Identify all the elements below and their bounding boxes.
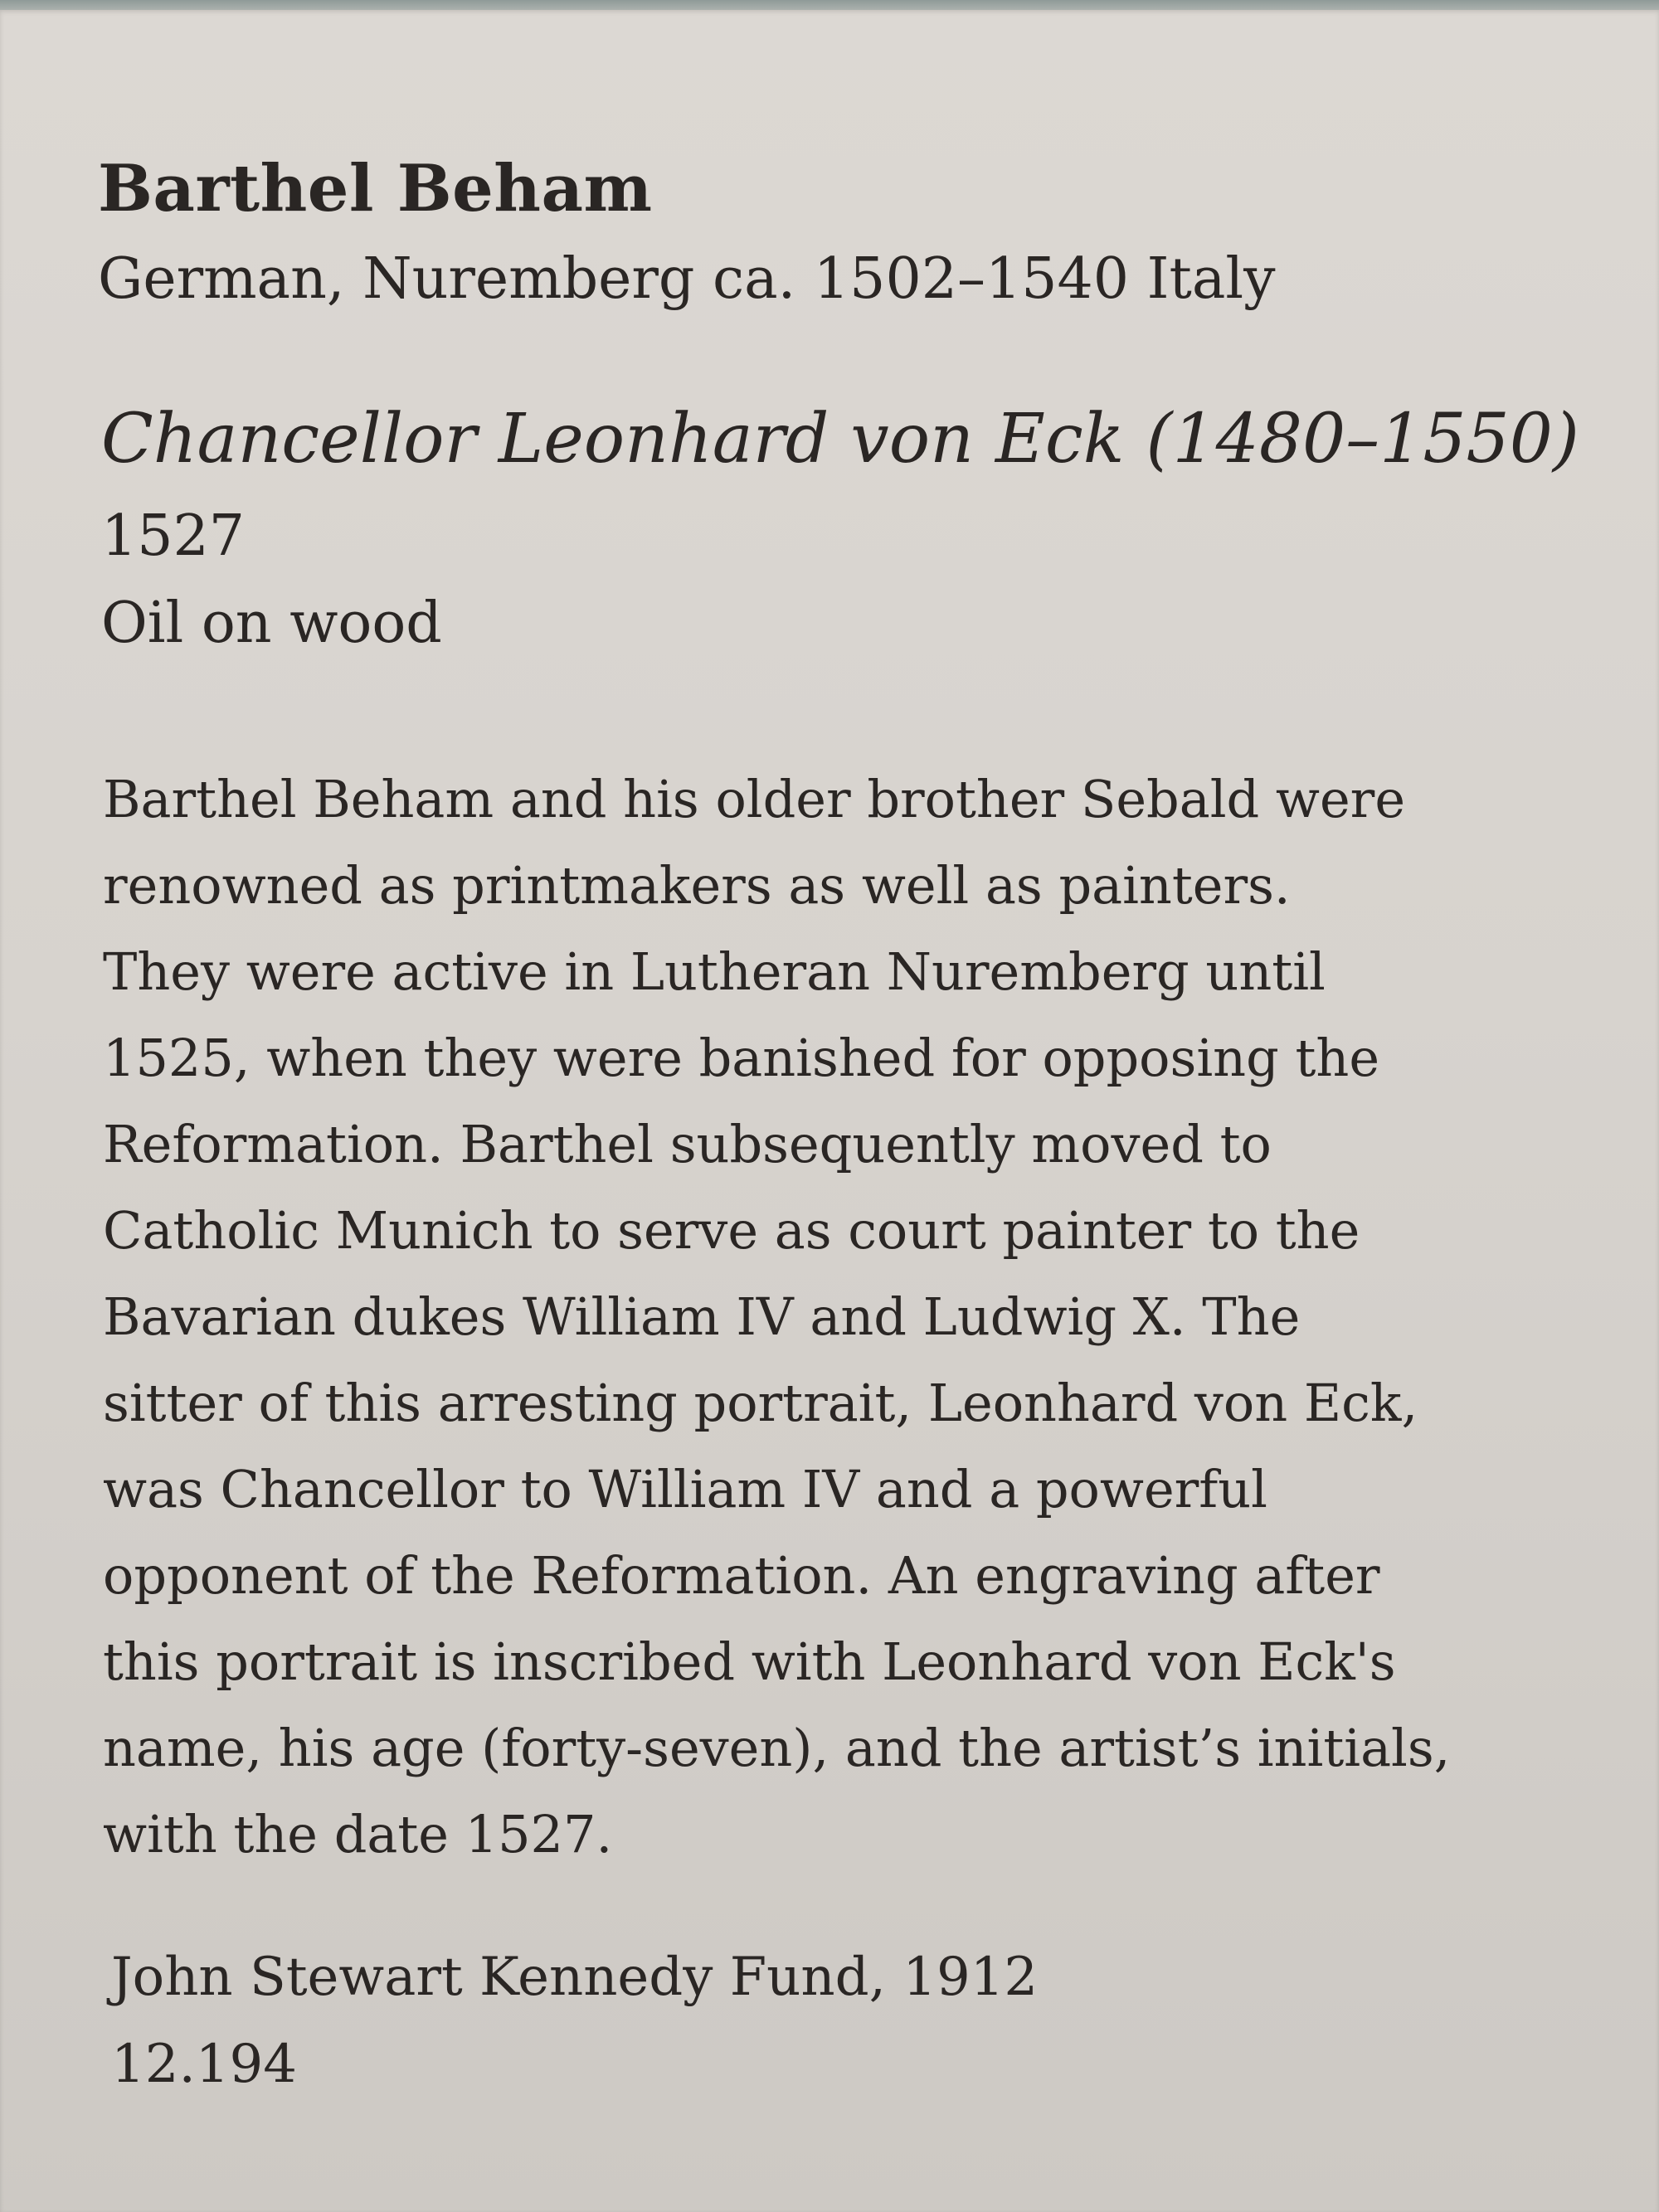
- description-line: Catholic Munich to serve as court painter to the: [103, 1200, 1360, 1261]
- artist-nationality-dates: German, Nuremberg ca. 1502–1540 Italy: [98, 246, 1276, 312]
- description-line: name, his age (forty-seven), and the artist’s initials,: [103, 1718, 1451, 1778]
- museum-wall-label: [0, 10, 1659, 2212]
- description-line: with the date 1527.: [103, 1804, 613, 1864]
- description-line: Bavarian dukes William IV and Ludwig X. The: [103, 1286, 1301, 1347]
- artwork-date: 1527: [101, 503, 246, 569]
- artwork-medium: Oil on wood: [101, 591, 442, 656]
- description-line: renowned as printmakers as well as painters.: [103, 855, 1291, 916]
- description-line: opponent of the Reformation. An engraving after: [103, 1545, 1380, 1606]
- accession-number: 12.194: [111, 2034, 297, 2095]
- description-line: They were active in Lutheran Nuremberg until: [103, 941, 1326, 1002]
- description-line: this portrait is inscribed with Leonhard von Eck's: [103, 1631, 1396, 1692]
- description-paragraph: [103, 756, 1513, 1878]
- description-line: 1525, when they were banished for opposing the: [103, 1028, 1380, 1088]
- artwork-title: Chancellor Leonhard von Eck (1480–1550): [101, 400, 1579, 479]
- description-line: Reformation. Barthel subsequently moved to: [103, 1114, 1272, 1174]
- artist-name: Barthel Beham: [98, 151, 653, 226]
- description-line: sitter of this arresting portrait, Leonhard von Eck,: [103, 1373, 1418, 1433]
- description-line: was Chancellor to William IV and a powerful: [103, 1459, 1267, 1519]
- credit-line: John Stewart Kennedy Fund, 1912: [111, 1947, 1039, 2008]
- description-line: Barthel Beham and his older brother Sebald were: [103, 769, 1406, 829]
